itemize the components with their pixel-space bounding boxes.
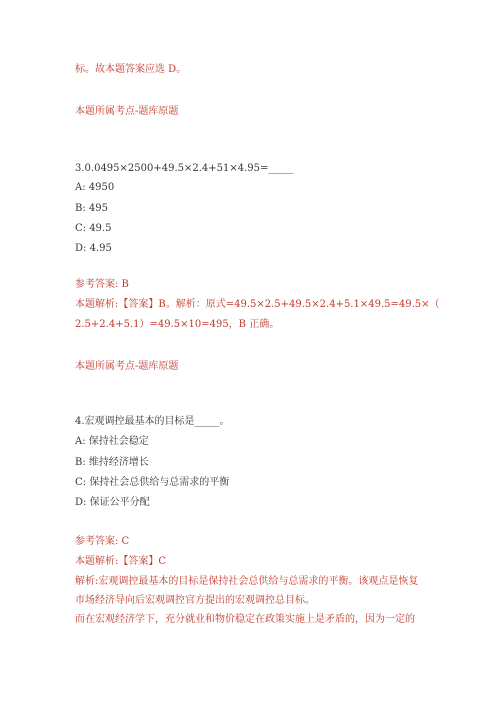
q4-answer: 参考答案: C [75,536,130,547]
q3-option-b: B: 495 [75,203,108,214]
q3-explanation-line-1: 本题解析:【答案】B。解析：原式=49.5×2.5+49.5×2.4+5.1×49.5=49.5×（ [75,299,440,310]
q4-analysis-line-2: 市场经济导向后宏观调控官方提出的宏观调控总目标。 [75,595,315,606]
question-3-text: 3.0.0495×2500+49.5×2.4+51×4.95=_____ [75,163,294,174]
q3-answer: 参考答案: B [75,279,129,290]
question-source-label: 本题所属考点-题库原题 [75,106,179,117]
q4-analysis-line-3: 而在宏观经济学下，充分就业和物价稳定在政策实施上是矛盾的，因为一定的 [75,614,415,625]
q4-explanation-line-1: 本题解析:【答案】C [75,556,167,567]
q3-explanation-line-2: 2.5+2.4+5.1）=49.5×10=495，B 正确。 [75,319,280,330]
q4-option-c: C: 保持社会总供给与总需求的平衡 [75,477,230,488]
previous-answer-tail: 标。故本题答案应选 D。 [75,64,187,75]
q3-option-a: A: 4950 [75,182,115,193]
q4-option-a: A: 保持社会稳定 [75,436,149,447]
q3-option-c: C: 49.5 [75,223,112,234]
q4-option-d: D: 保证公平分配 [75,497,150,508]
q4-analysis-line-1: 解析:宏观调控最基本的目标是保持社会总供给与总需求的平衡。该观点是恢复 [75,576,419,587]
q4-option-b: B: 维持经济增长 [75,457,149,468]
q3-source-label: 本题所属考点-题库原题 [75,361,179,372]
question-4-text: 4.宏观调控最基本的目标是_____。 [75,416,230,427]
q3-option-d: D: 4.95 [75,243,112,254]
